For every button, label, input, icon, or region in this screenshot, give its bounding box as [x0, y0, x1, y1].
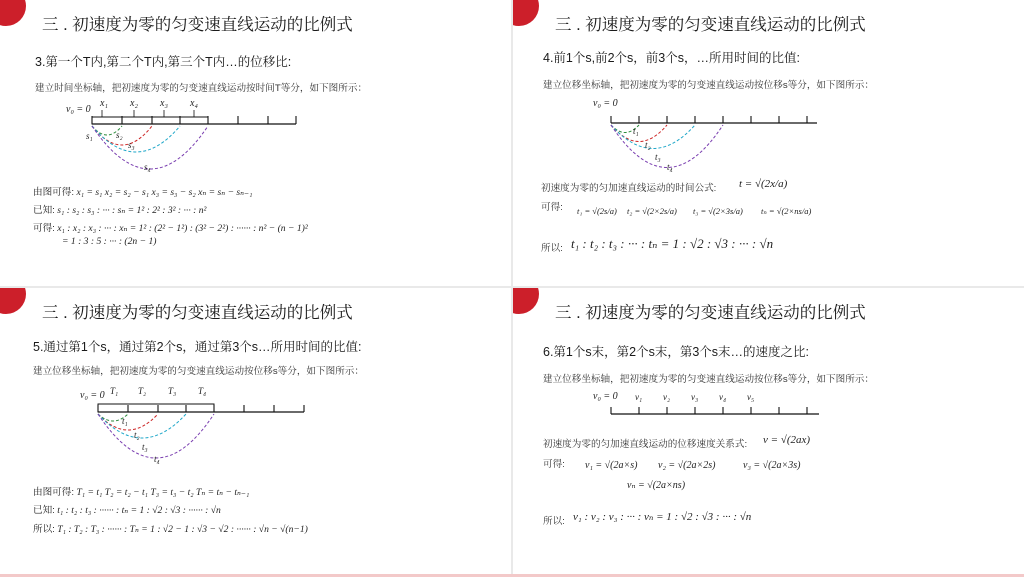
derivation-line: 所以: T₁ : T₂ : T₃ : ······ : Tₙ = 1 : √2 − 1 : √3 − √2 : ······ : √n − √(n−1): [33, 524, 308, 535]
slide-panel-3: [0, 0, 511, 286]
corner-badge: [0, 0, 26, 26]
slide-panel-5: [0, 288, 511, 577]
description-text: 建立位移坐标轴，把初速度为零的匀变速直线运动按位移s等分，如下图所示：: [543, 80, 874, 91]
description-text: 建立位移坐标轴，把初速度为零的匀变速直线运动按位移s等分，如下图所示：: [33, 366, 364, 377]
derive-vn: vₙ = √(2a×ns): [627, 480, 686, 491]
s4-label: s₄: [144, 162, 151, 172]
derive-prefix: 可得:: [543, 459, 565, 470]
description-text: 建立时间坐标轴，把初速度为零的匀变速直线运动按时间T等分，如下图所示：: [35, 83, 368, 94]
slide-panel-6: [513, 288, 1024, 577]
t4-label: t₄: [667, 162, 673, 172]
T4-label: T₄: [198, 386, 207, 396]
panel-title: 三 . 初速度为零的匀变速直线运动的比例式: [42, 304, 353, 322]
derive-prefix: 可得:: [541, 202, 563, 213]
panel-title: 三 . 初速度为零的匀变速直线运动的比例式: [555, 16, 866, 34]
derivation-line: 可得: x₁ : x₂ : x₃ : ··· : xₙ = 1² : (2² − 1²) : (3² − 2²) : ······ : n² − (n − 1)²: [33, 223, 308, 234]
derive-t3: t₃ = √(2×3s/a): [693, 206, 743, 216]
result-ratio: v₁ : v₂ : v₃ : ··· : vₙ = 1 : √2 : √3 : ··· : √n: [573, 511, 752, 523]
x1-label: x₁: [100, 98, 108, 109]
panel-title: 三 . 初速度为零的匀变速直线运动的比例式: [555, 304, 866, 322]
derivation-line: 已知: t₁ : t₂ : t₃ : ······ : tₙ = 1 : √2 : √3 : ······ : √n: [33, 505, 221, 516]
slide-panel-4: [513, 0, 1024, 286]
T1-label: T₁: [110, 386, 119, 396]
question-text: 6.第1个s末，第2个s末，第3个s末…的速度之比:: [543, 345, 810, 359]
result-prefix: 所以:: [543, 516, 565, 527]
derivation-line: 由图可得: x₁ = s₁ x₂ = s₂ − s₁ x₃ = s₃ − s₂ xₙ = sₙ − sₙ₋₁: [33, 187, 253, 198]
T3-label: T₃: [168, 386, 177, 396]
result-prefix: 所以:: [541, 243, 563, 254]
s3-label: s₃: [128, 140, 135, 150]
T2-label: T₂: [138, 386, 147, 396]
t2-label: t₂: [645, 140, 651, 150]
derivation-line: 已知: s₁ : s₂ : s₃ : ··· : sₙ = 1² : 2² : 3² : ··· : n²: [33, 205, 207, 216]
question-text: 5.通过第1个s，通过第2个s，通过第3个s…所用时间的比值:: [33, 340, 362, 354]
formula-intro: 初速度为零的匀加速直线运动的位移速度关系式:: [543, 439, 748, 450]
v0-label: v₀ = 0: [80, 390, 105, 401]
v4-label: v₄: [719, 392, 727, 402]
t2-label: t₂: [134, 430, 140, 440]
s1-label: s₁: [86, 131, 93, 141]
t3-label: t₃: [655, 152, 661, 162]
derivation-line: 由图可得: T₁ = t₁ T₂ = t₂ − t₁ T₃ = t₃ − t₂ Tₙ = tₙ − tₙ₋₁: [33, 487, 250, 498]
x4-label: x₄: [190, 98, 198, 109]
t1-label: t₁: [633, 126, 639, 136]
derive-v2: v₂ = √(2a×2s): [658, 460, 716, 471]
v2-label: v₂: [663, 392, 671, 402]
question-text: 3.第一个T内,第二个T内,第三个T内…的位移比:: [35, 55, 292, 69]
v5-label: v₅: [747, 392, 755, 402]
t1-label: t₁: [122, 416, 128, 426]
x2-label: x₂: [130, 98, 138, 109]
displacement-axis-diagram: [591, 92, 841, 174]
description-text: 建立位移坐标轴，把初速度为零的匀变速直线运动按位移s等分，如下图所示：: [543, 374, 874, 385]
corner-badge: [0, 288, 26, 314]
s2-label: s₂: [116, 130, 123, 140]
derive-v1: v₁ = √(2a×s): [585, 460, 638, 471]
derive-v3: v₃ = √(2a×3s): [743, 460, 801, 471]
derivation-line: = 1 : 3 : 5 : ··· : (2n − 1): [62, 236, 157, 247]
v0-label: v₀ = 0: [593, 391, 618, 402]
v0-label: v₀ = 0: [66, 104, 91, 115]
corner-badge: [513, 0, 539, 26]
displacement-axis-diagram: [591, 388, 841, 424]
displacement-axis-diagram: [80, 382, 320, 466]
x3-label: x₃: [160, 98, 168, 109]
panel-title: 三 . 初速度为零的匀变速直线运动的比例式: [42, 16, 353, 34]
velocity-formula: v = √(2ax): [763, 434, 811, 446]
time-axis-diagram: [60, 94, 310, 174]
derive-t1: t₁ = √(2s/a): [577, 206, 617, 216]
corner-badge: [513, 288, 539, 314]
derive-t2: t₂ = √(2×2s/a): [627, 206, 677, 216]
question-text: 4.前1个s,前2个s，前3个s，…所用时间的比值:: [543, 51, 800, 65]
derive-tn: tₙ = √(2×ns/a): [761, 206, 812, 216]
formula-intro: 初速度为零的匀加速直线运动的时间公式:: [541, 183, 717, 194]
t3-label: t₃: [142, 442, 148, 452]
t4-label: t₄: [154, 454, 160, 464]
time-formula: t = √(2x/a): [739, 178, 788, 190]
v1-label: v₁: [635, 392, 643, 402]
v0-label: v₀ = 0: [593, 98, 618, 109]
result-ratio: t₁ : t₂ : t₃ : ··· : tₙ = 1 : √2 : √3 : ··· : √n: [571, 236, 774, 251]
v3-label: v₃: [691, 392, 699, 402]
